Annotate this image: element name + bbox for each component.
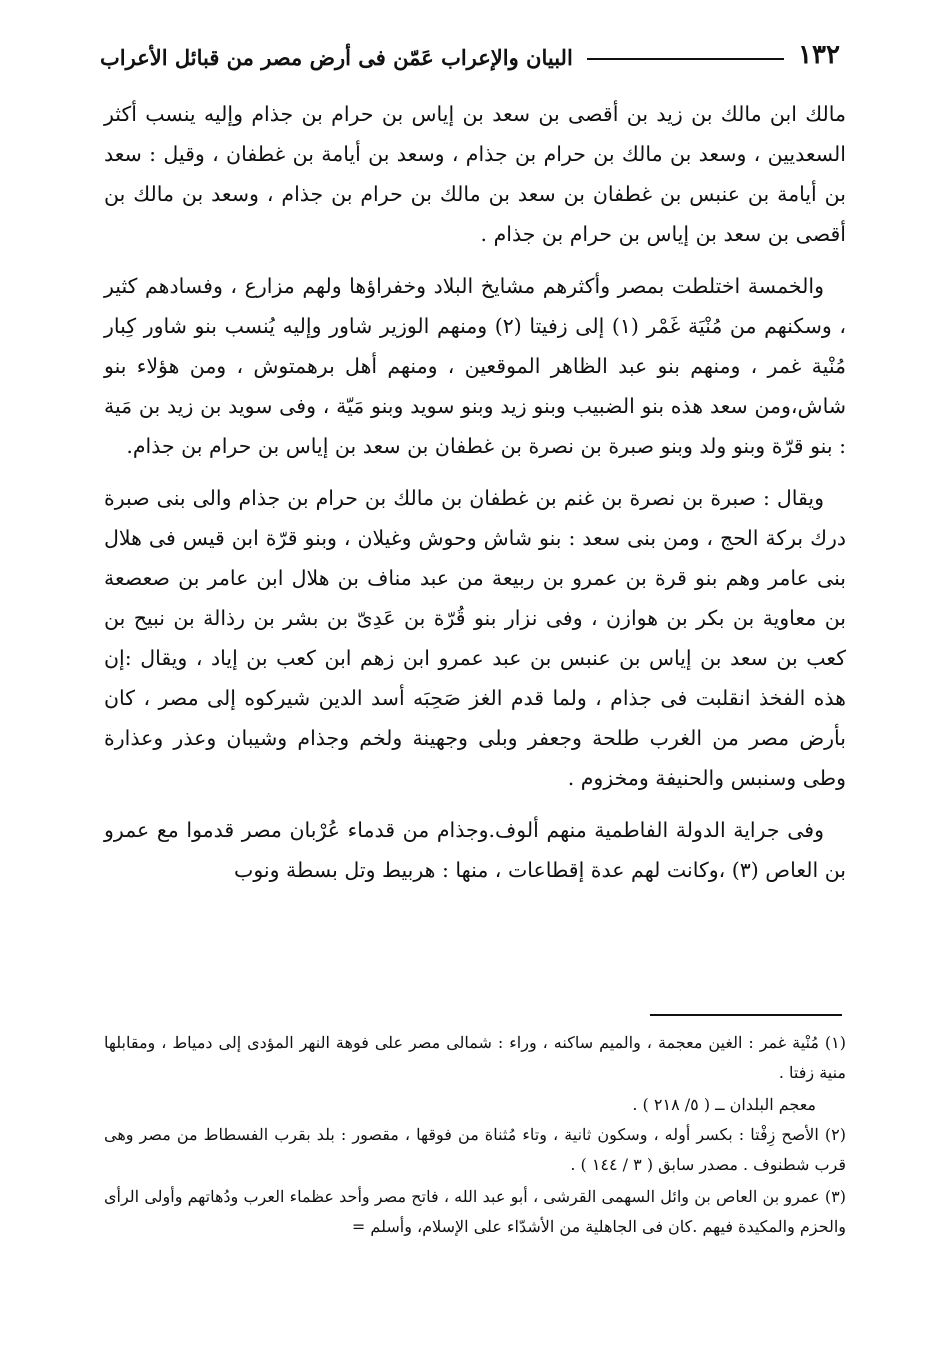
footnote-2: (٢) الأصح زِفْتا : بكسر أوله ، وسكون ثانية ، وتاء مُثناة من فوقها ، مقصور : بلد بقرب الفسطاط من مصر وهى قرب شطنوف . مصدر سابق ( ٣ / ١٤٤ ) . bbox=[104, 1125, 846, 1174]
footnotes bbox=[104, 1028, 846, 1244]
paragraph-1: مالك ابن مالك بن زيد بن أقصى بن سعد بن إياس بن حرام بن جذام وإليه ينسب أكثر السعديين ، وسعد بن مالك بن حرام بن جذام ، وسعد بن أيامة بن غطفان ، وقيل : سعد بن أيامة بن عنبس بن غطفان بن سعد بن مالك بن حرام بن جذام ، وسعد بن مالك بن أقصى بن سعد بن إياس بن حرام بن جذام . bbox=[104, 102, 846, 246]
page-header bbox=[100, 28, 840, 68]
page-number: ١٣٢ bbox=[798, 40, 840, 70]
paragraph-3: ويقال : صبرة بن نصرة بن غنم بن غطفان بن مالك بن حرام بن جذام والى بنى صبرة درك بركة الحج ، ومن بنى سعد : بنو شاش وحوش وغيلان ، وبنو قرّة ابن قيس فى هلال بنى عامر وهم بنو قرة بن عمرو بن ربيعة من عبد مناف بن هلال ابن عامر بن صعصعة بن معاوية بن بكر بن هوازن ، وفى نزار بنو قُرّة بن عَدِىّ بن بشر بن رذالة بن نبيح بن كعب بن سعد بن إياس بن عنبس بن عبد عمرو ابن زهم ابن كعب بن إياد ، ويقال :إن هذه الفخذ انقلبت فى جذام ، ولما قدم الغز صَحِبَه أسد الدين شيركوه إلى مصر ، كان بأرض مصر من الغرب طلحة وجعفر وبلى وجهينة ولخم وجذام وشيبان وعذر وعذارة وطى وسنبس والحنيفة ومخزوم . bbox=[104, 486, 846, 790]
running-title: البيان والإعراب عَمّن فى أرض مصر من قبائل الأعراب bbox=[100, 45, 573, 70]
footnote-1-source: معجم البلدان ــ ( ٥/ ٢١٨ ) . bbox=[632, 1095, 816, 1114]
footnote-3: (٣) عمرو بن العاص بن وائل السهمى القرشى ، أبو عبد الله ، فاتح مصر وأحد عظماء العرب ودُهاتهم وأولى الرأى والحزم والمكيدة فيهم .كان فى الجاهلية من الأشدّاء على الإسلام، وأسلم = bbox=[104, 1187, 846, 1236]
paragraph-2: والخمسة اختلطت بمصر وأكثرهم مشايخ البلاد وخفراؤها ولهم مزارع ، وفسادهم كثير ، وسكنهم من مُنْيَة غَمْر (١) إلى زفيتا (٢) ومنهم الوزير شاور وإليه يُنسب بنو شاور كِبار مُنْية غمر ، ومنهم بنو عبد الظاهر الموقعين ، ومنهم أهل برهمتوش ، ومن هؤلاء بنو شاش،ومن سعد هذه بنو الضبيب وبنو زيد وبنو سويد وبنو مَيّة ، وفى سويد بن زيد بن مَية : بنو قرّة وبنو ولد وبنو صبرة بن نصرة بن غطفان بن سعد بن إياس بن حرام بن جذام. bbox=[104, 274, 846, 458]
footnote-separator bbox=[650, 1014, 842, 1016]
paragraph-4: وفى جراية الدولة الفاطمية منهم ألوف.وجذام من قدماء عُرْبان مصر قدموا مع عمرو بن العاص (٣) ،وكانت لهم عدة إقطاعات ، منها : هربيط وتل بسطة ونوب bbox=[104, 818, 846, 882]
footnote-1: (١) مُنْية غمر : الغين معجمة ، والميم ساكنه ، وراء : شمالى مصر على فوهة النهر المؤدى إلى دمياط ، ومقابلها منية زفتا . bbox=[104, 1033, 846, 1082]
header-rule bbox=[587, 58, 784, 60]
main-text bbox=[104, 94, 846, 902]
